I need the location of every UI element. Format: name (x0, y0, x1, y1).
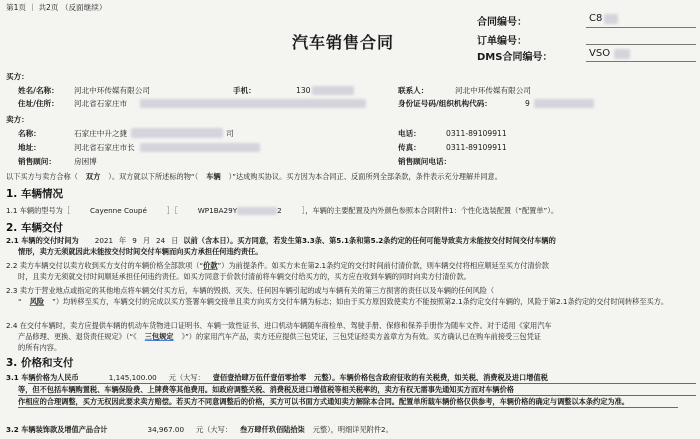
clause-3-1-line3: 作相应的合理调整，买方无权因此要求卖方赔偿。若买方不同意调整后的价格，买方可以书面方式通知卖方解除本合同。配置单所载车辆价格仅供参考，车辆价格的确定与调整以本条约定为准。 (18, 397, 629, 406)
clause-text: 》”）的家用汽车产品，卖方还应提供三包凭证，三包凭证经卖方盖章方为有效。买方确认已在购车前接受三包凭证 (181, 332, 541, 341)
seller-section-label: 卖方： (6, 115, 29, 124)
redaction (131, 128, 223, 138)
page-indicator: 第1页 ｜ 共2页 （反面继续） (6, 3, 107, 12)
clause-text: 产品修理、更换、退货责任规定》（“《 (18, 332, 137, 341)
clause-2-4-line3: 的所有内容。 (18, 343, 62, 352)
clause-1-1 (6, 206, 558, 216)
divider (586, 27, 696, 28)
clause-text: 1.1 车辆的型号为［ (6, 206, 71, 215)
buyer-contact-value: 河北中环传媒有限公司 (455, 86, 531, 95)
seller-consultant-value: 房困博 (74, 157, 97, 166)
preamble (6, 172, 502, 182)
clause-text: 2.1 车辆的交付时间为 (6, 236, 79, 245)
order-no-label: 订单编号： (477, 36, 527, 47)
red-underline (18, 407, 678, 408)
buyer-id-value: 9 (525, 99, 530, 108)
contract-no-value: C8 (589, 13, 603, 24)
clause-3-1-line2: 等，但不包括车辆购置税、车辆保险费、上牌费等其他费用。如政府调整关税、消费税及进口增值税等相关税率的，卖方有权无需事先通知买方而对车辆价格 (18, 385, 514, 394)
preamble-text: ）。双方就以下所述标的物“（ (108, 172, 199, 181)
clause-2-1-line1 (6, 236, 556, 246)
clause-text: 元整），明细详见附件2。 (312, 425, 393, 434)
redaction (614, 49, 630, 59)
defined-term-warranty-rule: 三包规定 (144, 332, 174, 341)
seller-address-value: 河北省石家庄市长 (74, 143, 135, 152)
red-underline (28, 383, 696, 384)
clause-text: 年 (119, 236, 127, 245)
vehicle-price-words: 壹佰壹拾肆万伍仟壹佰零拾零 (212, 373, 307, 382)
dms-no-value: VSO (589, 48, 611, 59)
redaction (534, 99, 594, 108)
seller-fax-value: 0311-89109911 (446, 143, 507, 152)
buyer-phone-label: 手机： (233, 86, 256, 95)
accessories-amount-words: 叁万肆仟玖佰陆拾柒 (240, 425, 305, 434)
section-heading: 2. 车辆交付 (6, 222, 63, 234)
vehicle-vin-tail: 2 (277, 206, 282, 215)
seller-fax-label: 传真： (398, 143, 421, 152)
clause-2-1-line2: 情形，卖方无须就因此未能按交付时间交付车辆而向买方承担任何违约责任。 (18, 247, 263, 256)
buyer-address-label: 住址/住所： (18, 99, 59, 108)
section-heading: 3. 价格和支付 (6, 357, 74, 369)
clause-text: 元（大写： (168, 373, 205, 382)
clause-text: 2.2 卖方车辆交付以卖方收到买方支付的车辆价格全部款项（“ (6, 261, 204, 270)
seller-address-label: 地址： (18, 143, 41, 152)
preamble-vehicle: 车辆 (206, 172, 221, 181)
clause-3-2 (6, 425, 393, 435)
preamble-parties: 双方 (85, 172, 101, 181)
defined-term-price: 价款 (203, 261, 218, 270)
redaction (312, 86, 354, 95)
clause-text: ”）为前提条件。如买方未在第2.1条约定的交付时间前付清价款，则车辆交付将相应顺延至买方付清价款 (217, 261, 549, 270)
accessories-amount: 34,967.00 (147, 425, 185, 434)
clause-text: 3.2 车辆装饰款及增值产品合计 (6, 425, 108, 434)
seller-consultant-label: 销售顾问： (18, 157, 56, 166)
seller-tel-label: 电话： (398, 129, 421, 138)
vehicle-model: Cayenne Coupé (90, 206, 147, 215)
clause-2-4-line1: 2.4 在交付车辆时，卖方应提供车辆的机动车货物进口证明书、车辆一致性证书、进口机动车辆随车商检单、驾驶手册、保修和保养手册作为随车文件。对于适用《家用汽车 (6, 321, 552, 330)
buyer-id-label: 身份证号码/组织机构代码： (398, 99, 492, 108)
buyer-name-value: 河北中环传媒有限公司 (74, 86, 150, 95)
buyer-name-label: 姓名/名称： (18, 86, 59, 95)
clause-text: 元（大写： (196, 425, 233, 434)
buyer-phone-value: 130 (296, 86, 311, 95)
contract-no-label: 合同编号： (477, 17, 527, 28)
redaction (140, 143, 260, 152)
contract-title: 汽车销售合同 (292, 33, 395, 52)
clause-2-4-line2 (18, 332, 541, 342)
red-underline (18, 395, 696, 396)
delivery-month: 9 (132, 236, 137, 245)
section-heading: 1. 车辆情况 (6, 188, 63, 200)
redaction (604, 14, 618, 24)
seller-consultant-phone-label: 销售顾问电话： (398, 157, 452, 166)
clause-text: 月 (142, 236, 151, 245)
delivery-year: 2021 (94, 236, 114, 245)
clause-2-3-line1: 2.3 卖方于营业地点或指定的其他地点将车辆交付买方后，车辆的毁损、灭失、任何因车辆引起的或与车辆有关的第三方损害的责任以及车辆的任何风险（ (6, 286, 495, 295)
seller-name-value-tail: 司 (226, 129, 234, 138)
seller-tel-value: 0311-89109911 (446, 129, 507, 138)
clause-2-2-line2: 时，且卖方无须就交付时间顺延承担任何违约责任。如买方同意于价款付清前将车辆交付给买方的，买方应在收到车辆的同时向卖方付清价款。 (18, 272, 471, 281)
clause-text: ］，车辆的主要配置及内外颜色参照本合同附件1：个性化选装配置（“配置单”）。 (301, 206, 559, 215)
clause-2-3-line2 (18, 297, 668, 307)
vehicle-price-amount: 1,145,100.00 (108, 373, 157, 382)
redaction (140, 99, 366, 108)
dms-no-label: DMS合同编号： (477, 52, 553, 63)
buyer-section-label: 买方： (6, 72, 29, 81)
clause-text: 日 (171, 236, 179, 245)
buyer-contact-label: 联系人： (398, 86, 429, 95)
clause-text: 3.1 车辆价格为人民币 (6, 373, 79, 382)
clause-2-2-line1 (6, 261, 549, 271)
preamble-text: ）”达成购买协议。买方因为本合同正、反面所列全部条款，条件表示充分理解并同意。 (228, 172, 502, 181)
clause-text: ］［ (166, 206, 178, 215)
divider (586, 44, 696, 45)
seller-name-label: 名称： (18, 129, 41, 138)
clause-text: 以前（含本日）。买方同意，若发生第3.3条、第5.1条和第5.2条约定的任何可能导致卖方未能按交付时间交付车辆的 (183, 236, 556, 245)
delivery-day: 24 (156, 236, 166, 245)
clause-3-1-line1 (6, 373, 548, 383)
clause-text: “ (18, 297, 22, 306)
seller-name-value: 石家庄中升之捷 (74, 129, 128, 138)
defined-term-risk: 风险 (29, 297, 45, 306)
buyer-address-value: 河北省石家庄市 (74, 99, 128, 108)
vehicle-vin: WP1BA29Y (197, 206, 238, 215)
preamble-text: 以下买方与卖方合称（ (6, 172, 78, 181)
clause-text: 元整）。车辆价格包含政府征收的有关税费，如关税、消费税及进口增值税 (314, 373, 548, 382)
divider (586, 61, 696, 62)
redaction (237, 207, 277, 215)
clause-text: ”）均转移至买方，车辆交付的完成以买方签署车辆交接单且卖方向买方交付车辆为标志；如由于买方原因致使卖方不能按照第2.1条约定交付车辆的，风险于第2.1条约定的交付时间转移至买方。 (52, 297, 669, 306)
